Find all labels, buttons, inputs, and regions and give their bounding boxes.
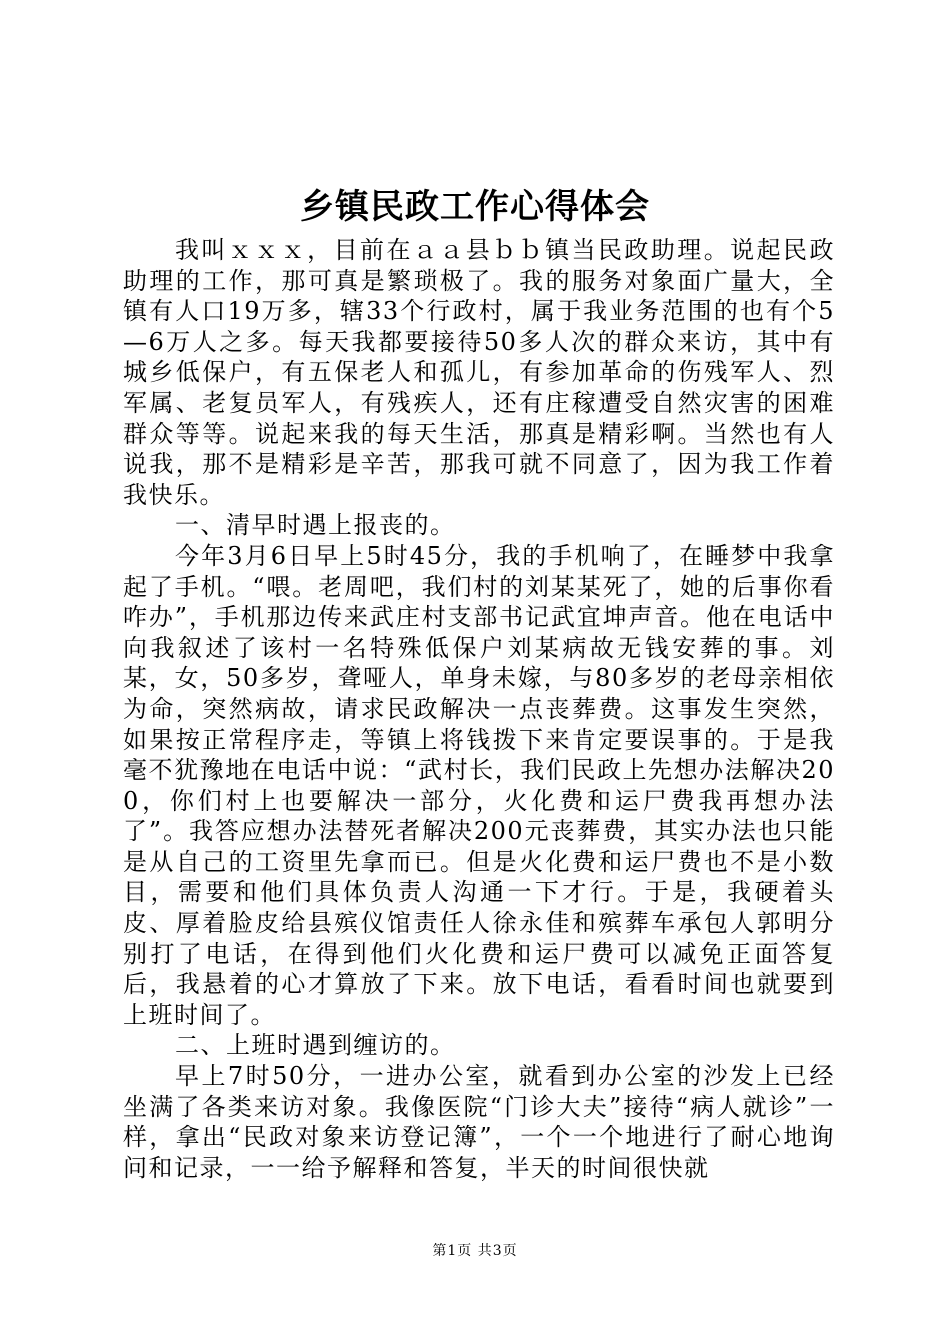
section-heading-2: 二、上班时遇到缠访的。 — [175, 1031, 456, 1060]
section-heading-1: 一、清早时遇上报丧的。 — [175, 511, 456, 540]
page-footer: 第1页 共3页 — [432, 1243, 518, 1259]
paragraph-section-2: 早上7时50分，一进办公室，就看到办公室的沙发上已经坐满了各类来访对象。我像医院“门诊大夫”接待“病人就诊”一样，拿出“民政对象来访登记簿”，一个一个地进行了耐心地询问和记录，一一给予解释和答复，半天的时间很快就 — [123, 1062, 835, 1182]
document-title: 乡镇民政工作心得体会 — [300, 187, 650, 227]
paragraph-intro: 我叫ｘｘｘ，目前在ａａ县ｂｂ镇当民政助理。说起民政助理的工作，那可真是繁琐极了。我的服务对象面广量大，全镇有人口19万多，辖33个行政村，属于我业务范围的也有个5—6万人之多。每天我都要接待50多人次的群众来访，其中有城乡低保户，有五保老人和孤儿，有参加革命的伤残军人、烈军属、老复员军人，有残疾人，还有庄稼遭受自然灾害的困难群众等等。说起来我的每天生活，那真是精彩啊。当然也有人说我，那不是精彩是辛苦，那我可就不同意了，因为我工作着我快乐。 — [123, 236, 835, 509]
document-body — [123, 235, 835, 1183]
paragraph-section-1: 今年3月6日早上5时45分，我的手机响了，在睡梦中我拿起了手机。“喂。老周吧，我们村的刘某某死了，她的后事你看咋办”，手机那边传来武庄村支部书记武宜坤声音。他在电话中向我叙述了该村一名特殊低保户刘某病故无钱安葬的事。刘某，女，50多岁，聋哑人，单身未嫁，与80多岁的老母亲相依为命，突然病故，请求民政解决一点丧葬费。这事发生突然，如果按正常程序走，等镇上将钱拨下来肯定要误事的。于是我毫不犹豫地在电话中说：“武村长，我们民政上先想办法解决200，你们村上也要解决一部分，火化费和运尸费我再想办法了”。我答应想办法替死者解决200元丧葬费，其实办法也只能是从自己的工资里先拿而已。但是火化费和运尸费也不是小数目，需要和他们具体负责人沟通一下才行。于是，我硬着头皮、厚着脸皮给县殡仪馆责任人徐永佳和殡葬车承包人郭明分别打了电话，在得到他们火化费和运尸费可以减免正面答复后，我悬着的心才算放了下来。放下电话，看看时间也就要到上班时间了。 — [123, 541, 835, 1029]
